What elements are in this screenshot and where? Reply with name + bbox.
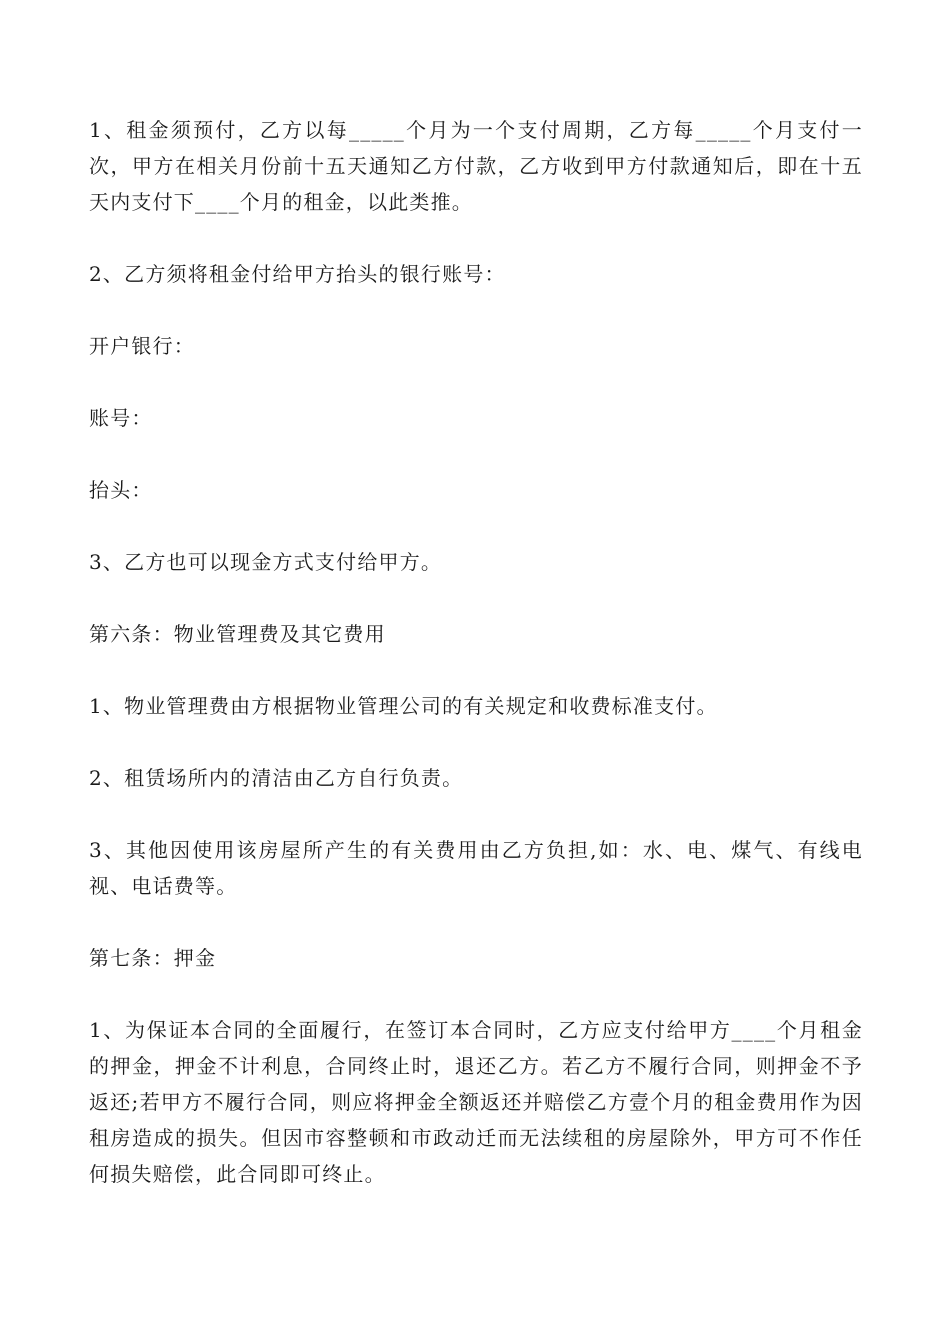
other-fees-clause: 3、其他因使用该房屋所产生的有关费用由乙方负担,如：水、电、煤气、有线电视、电话费等。 <box>89 838 863 898</box>
document-body <box>89 112 863 1192</box>
account-holder-label: 抬头： <box>89 478 153 502</box>
property-fee-clause: 1、物业管理费由方根据物业管理公司的有关规定和收费标准支付。 <box>89 694 718 718</box>
deposit-clause: 1、为保证本合同的全面履行，在签订本合同时，乙方应支付给甲方____个月租金的押金，押金不计利息，合同终止时，退还乙方。若乙方不履行合同，则押金不予返还;若甲方不履行合同，则应将押金全额返还并赔偿乙方壹个月的租金费用作为因租房造成的损失。但因市容整顿和市政动迁而无法续租的房屋除外，甲方可不作任何损失赔偿，此合同即可终止。 <box>89 1018 863 1186</box>
cleaning-clause: 2、租赁场所内的清洁由乙方自行负责。 <box>89 766 464 790</box>
article-seven-heading: 第七条：押金 <box>89 946 217 970</box>
account-number-label: 账号： <box>89 406 153 430</box>
bank-account-clause: 2、乙方须将租金付给甲方抬头的银行账号： <box>89 262 506 286</box>
article-six-heading: 第六条：物业管理费及其它费用 <box>89 622 386 646</box>
bank-name-label: 开户银行： <box>89 334 195 358</box>
rent-prepayment-clause: 1、租金须预付，乙方以每_____个月为一个支付周期，乙方每_____个月支付一次，甲方在相关月份前十五天通知乙方付款，乙方收到甲方付款通知后，即在十五天内支付下____个月的租金，以此类推。 <box>89 118 863 214</box>
cash-payment-clause: 3、乙方也可以现金方式支付给甲方。 <box>89 550 443 574</box>
